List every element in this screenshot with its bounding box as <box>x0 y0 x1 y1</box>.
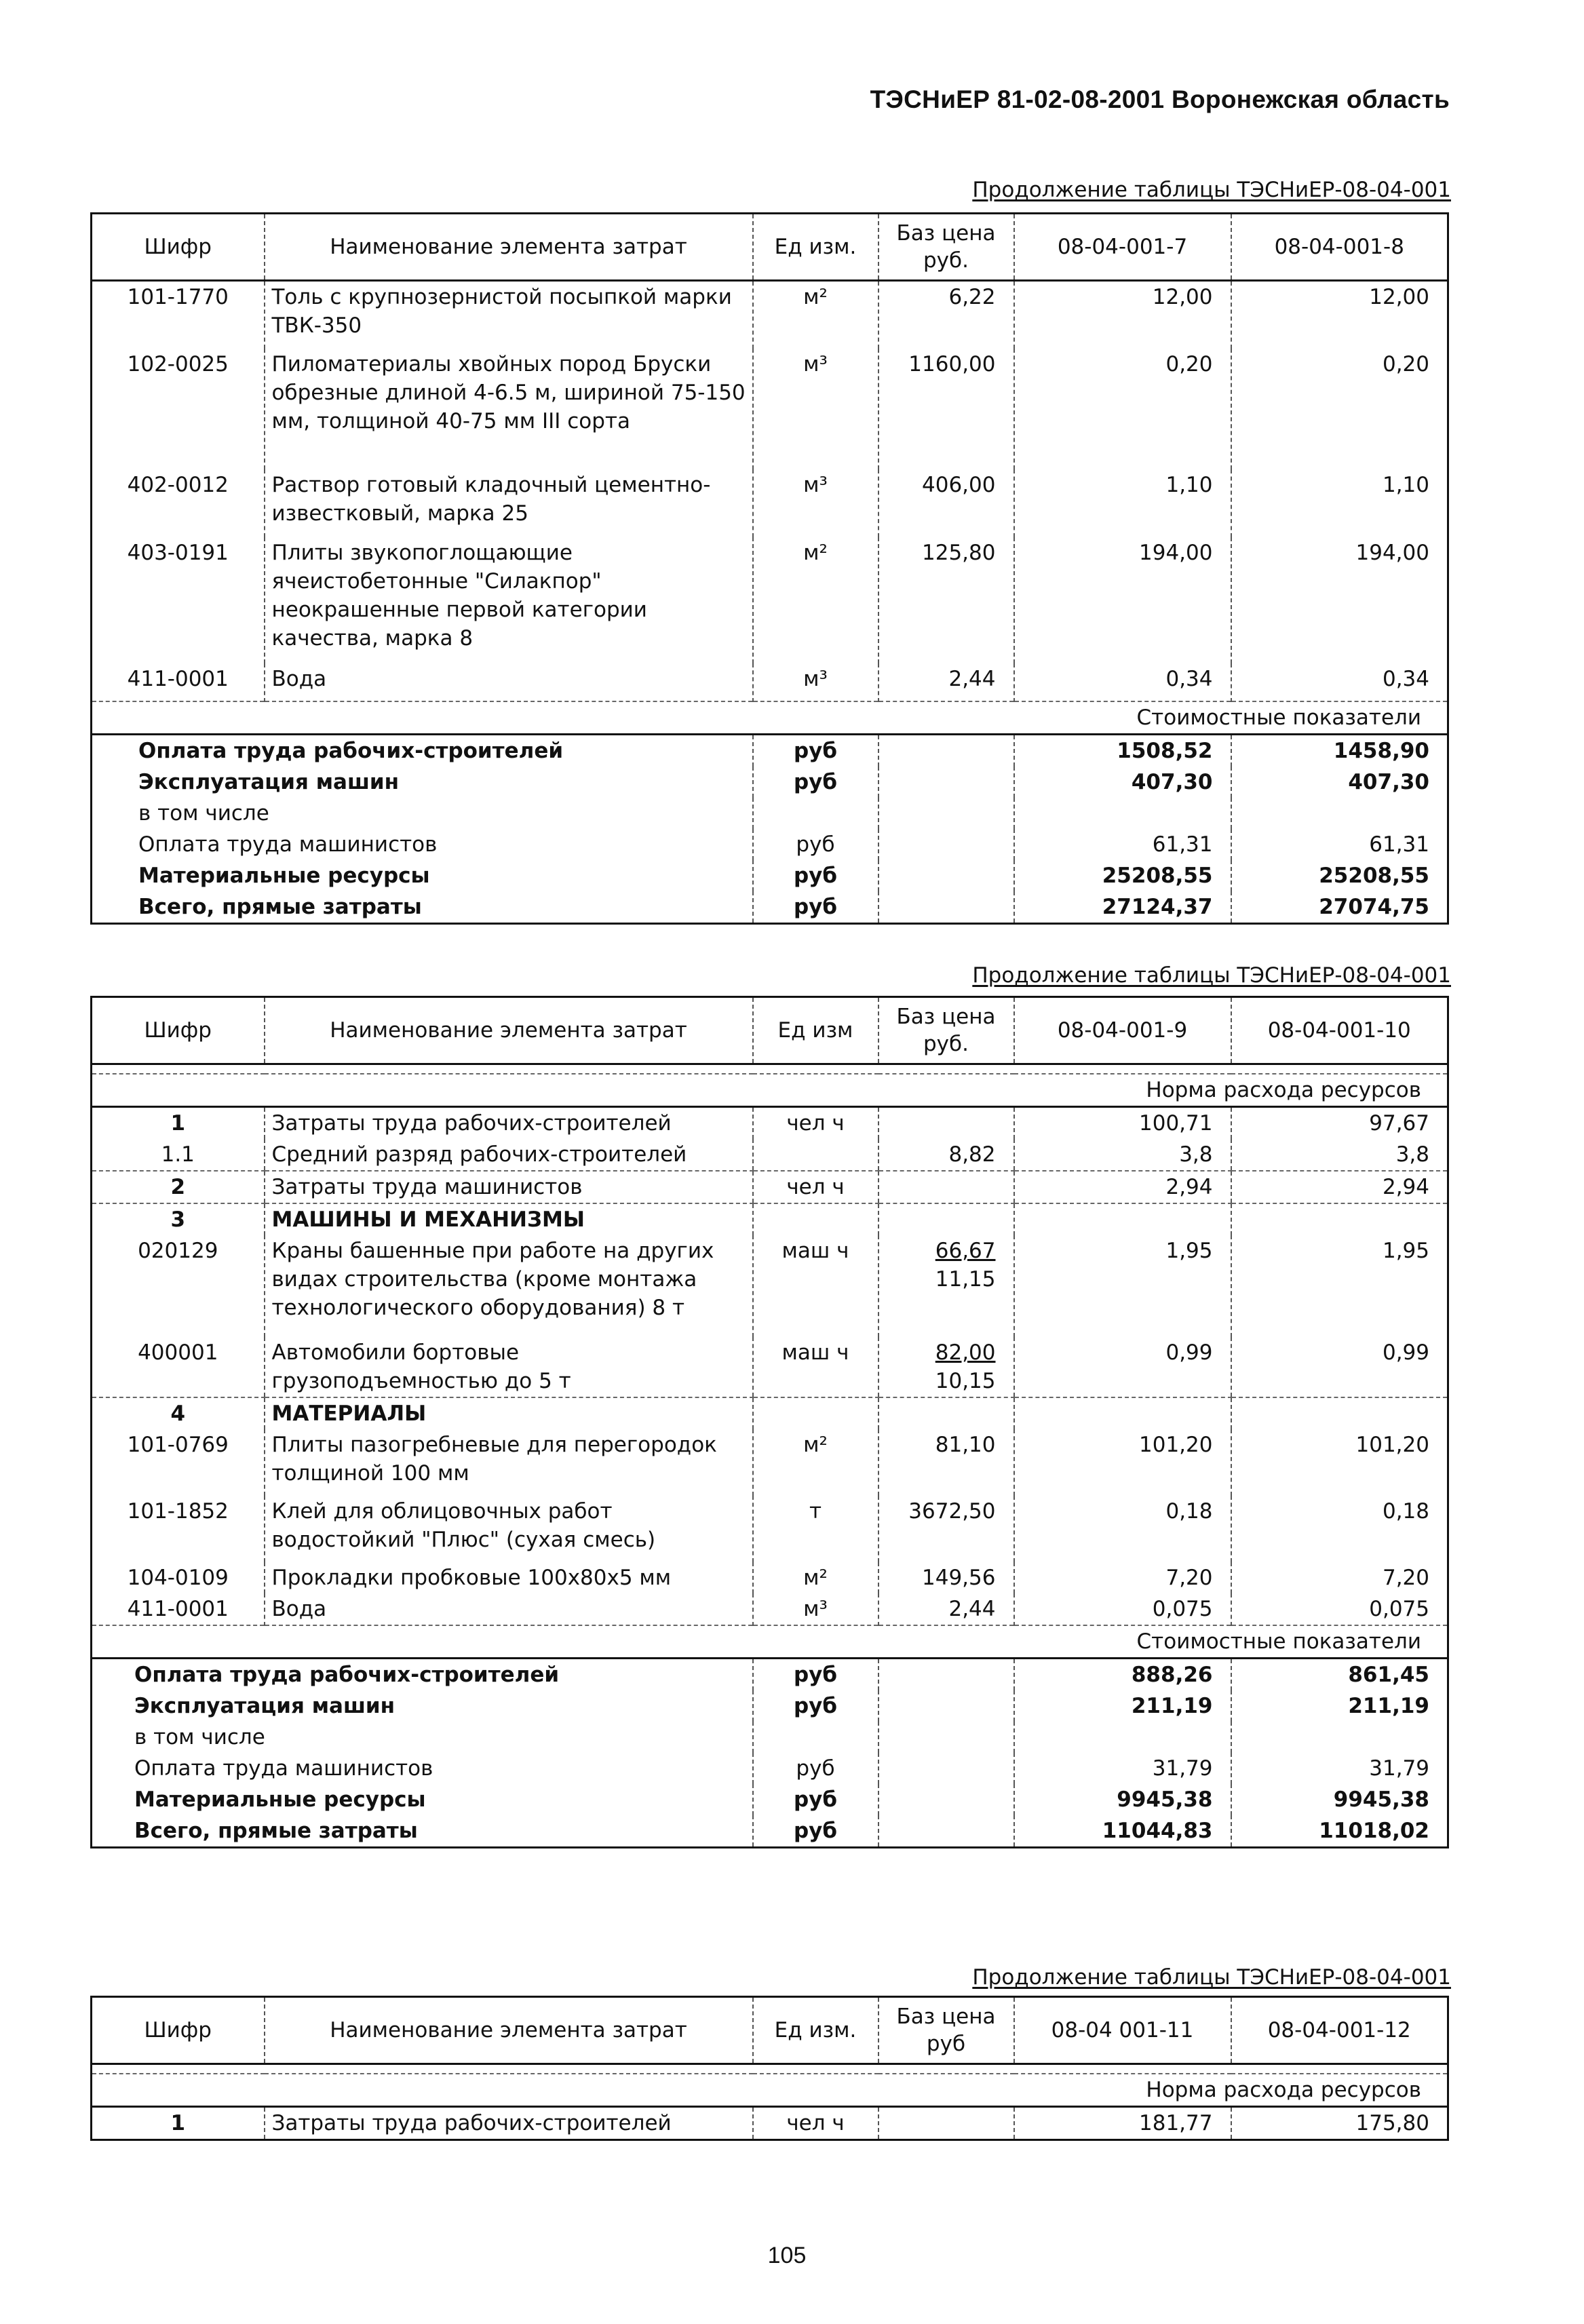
cost-price-empty <box>878 767 1014 798</box>
row-name: Раствор готовый кладочный цементно-известковый, марка 25 <box>265 469 753 537</box>
cost-unit: руб <box>753 891 878 924</box>
row-price <box>878 1107 1014 1140</box>
section-empty <box>1231 1203 1448 1235</box>
header-unit: Ед изм. <box>753 1997 878 2064</box>
section-title: МАШИНЫ И МЕХАНИЗМЫ <box>265 1203 753 1235</box>
row-code: 411-0001 <box>92 1593 265 1625</box>
header-price-line2: руб <box>926 2032 966 2056</box>
row-value-b: 0,18 <box>1231 1496 1448 1562</box>
row-value-a: 1,95 <box>1014 1235 1231 1337</box>
cost-row <box>92 829 1448 860</box>
cost-row <box>92 734 1448 767</box>
row-price: 125,80 <box>878 537 1014 663</box>
row-price: 149,56 <box>878 1562 1014 1593</box>
cost-price-empty <box>878 734 1014 767</box>
cost-row <box>92 1659 1448 1691</box>
cost-name: Оплата труда машинистов <box>92 829 753 860</box>
row-name: Пиломатериалы хвойных пород Бруски обрезные длиной 4-6.5 м, шириной 75-150 мм, толщиной 40-75 мм III сорта <box>265 349 753 469</box>
row-name: Вода <box>265 1593 753 1625</box>
row-value-a: 0,34 <box>1014 663 1231 701</box>
row-name: Толь с крупнозернистой посыпкой марки ТВК-350 <box>265 281 753 349</box>
row-price: 3672,50 <box>878 1496 1014 1562</box>
row-value-b: 0,075 <box>1231 1593 1448 1625</box>
cost-value-a: 9945,38 <box>1014 1784 1231 1815</box>
row-code: 101-1852 <box>92 1496 265 1562</box>
row-unit <box>753 1139 878 1171</box>
cost-row <box>92 798 1448 829</box>
row-value-a: 101,20 <box>1014 1429 1231 1496</box>
header-unit: Ед изм <box>753 997 878 1064</box>
row-value-a: 0,20 <box>1014 349 1231 469</box>
cost-value-b: 31,79 <box>1231 1753 1448 1784</box>
row-value-b: 0,20 <box>1231 349 1448 469</box>
row-value-a: 12,00 <box>1014 281 1231 349</box>
row-code: 2 <box>92 1171 265 1203</box>
cost-value-b: 11018,02 <box>1231 1815 1448 1848</box>
cost-value-b: 25208,55 <box>1231 860 1448 891</box>
row-name: Затраты труда рабочих-строителей <box>265 1107 753 1140</box>
cost-value-b: 1458,90 <box>1231 734 1448 767</box>
table-row <box>92 1429 1448 1496</box>
row-unit: м³ <box>753 1593 878 1625</box>
cost-unit: руб <box>753 1784 878 1815</box>
norm-band-label: Норма расхода ресурсов <box>92 2074 1448 2107</box>
cost-unit: руб <box>753 829 878 860</box>
row-unit: м² <box>753 1562 878 1593</box>
cost-unit: руб <box>753 767 878 798</box>
row-value-b: 7,20 <box>1231 1562 1448 1593</box>
cost-value-a: 61,31 <box>1014 829 1231 860</box>
cost-name: в том числе <box>92 798 753 829</box>
row-unit: чел ч <box>753 1107 878 1140</box>
cost-name: Эксплуатация машин <box>92 1690 753 1722</box>
table-row <box>92 1171 1448 1203</box>
cost-band-label: Стоимостные показатели <box>92 701 1448 735</box>
row-value-b: 97,67 <box>1231 1107 1448 1140</box>
table-row <box>92 1496 1448 1562</box>
row-code: 101-0769 <box>92 1429 265 1496</box>
header-price-line1: Баз цена <box>896 221 996 246</box>
section-code: 4 <box>92 1397 265 1429</box>
section-empty <box>878 1397 1014 1429</box>
section-empty <box>1014 1397 1231 1429</box>
cost-value-a <box>1014 1722 1231 1753</box>
row-price-fraction <box>878 1337 1014 1397</box>
header-col-a: 08-04-001-9 <box>1014 997 1231 1064</box>
cost-unit: руб <box>753 1753 878 1784</box>
cost-price-empty <box>878 1690 1014 1722</box>
table-header-row <box>92 214 1448 281</box>
row-price: 2,44 <box>878 1593 1014 1625</box>
cost-value-b: 27074,75 <box>1231 891 1448 924</box>
table-header-row <box>92 997 1448 1064</box>
row-code: 1 <box>92 1107 265 1140</box>
row-unit: чел ч <box>753 1171 878 1203</box>
cost-unit: руб <box>753 734 878 767</box>
row-name: Вода <box>265 663 753 701</box>
cost-value-a <box>1014 798 1231 829</box>
header-price-line1: Баз цена <box>896 1005 996 1029</box>
cost-value-b: 407,30 <box>1231 767 1448 798</box>
row-code: 402-0012 <box>92 469 265 537</box>
row-price: 8,82 <box>878 1139 1014 1171</box>
header-price <box>878 997 1014 1064</box>
header-price-line2: руб. <box>923 1032 969 1056</box>
row-name: Затраты труда рабочих-строителей <box>265 2107 753 2140</box>
cost-name: Оплата труда рабочих-строителей <box>92 734 753 767</box>
cost-price-empty <box>878 891 1014 924</box>
row-code: 411-0001 <box>92 663 265 701</box>
row-value-a: 0,99 <box>1014 1337 1231 1397</box>
cost-name: Всего, прямые затраты <box>92 1815 753 1848</box>
section-empty <box>1231 1397 1448 1429</box>
cost-value-a: 888,26 <box>1014 1659 1231 1691</box>
row-value-a: 2,94 <box>1014 1171 1231 1203</box>
spacer-cell <box>92 2064 1448 2074</box>
row-price: 406,00 <box>878 469 1014 537</box>
cost-unit: руб <box>753 1815 878 1848</box>
resource-table-3 <box>90 1996 1449 2141</box>
row-unit: м² <box>753 537 878 663</box>
header-code: Шифр <box>92 997 265 1064</box>
table-continuation-caption: Продолжение таблицы ТЭСНиЕР-08-04-001 <box>972 1965 1451 1990</box>
header-col-a: 08-04 001-11 <box>1014 1997 1231 2064</box>
cost-value-b <box>1231 1722 1448 1753</box>
row-code: 020129 <box>92 1235 265 1337</box>
cost-name: Оплата труда рабочих-строителей <box>92 1659 753 1691</box>
row-code: 400001 <box>92 1337 265 1397</box>
header-unit: Ед изм. <box>753 214 878 281</box>
cost-name: Эксплуатация машин <box>92 767 753 798</box>
cost-price-empty <box>878 1753 1014 1784</box>
cost-value-a: 1508,52 <box>1014 734 1231 767</box>
price-bottom: 10,15 <box>935 1369 996 1393</box>
table-row <box>92 537 1448 663</box>
row-value-a: 1,10 <box>1014 469 1231 537</box>
header-col-b: 08-04-001-12 <box>1231 1997 1448 2064</box>
spacer-row <box>92 2064 1448 2074</box>
row-code: 1 <box>92 2107 265 2140</box>
cost-row <box>92 891 1448 924</box>
norm-band-label: Норма расхода ресурсов <box>92 1074 1448 1107</box>
cost-price-empty <box>878 829 1014 860</box>
row-value-b: 3,8 <box>1231 1139 1448 1171</box>
cost-row <box>92 860 1448 891</box>
cost-band-row <box>92 1625 1448 1659</box>
row-code: 102-0025 <box>92 349 265 469</box>
cost-name: в том числе <box>92 1722 753 1753</box>
table-row <box>92 1107 1448 1140</box>
table-row <box>92 2107 1448 2140</box>
row-price: 81,10 <box>878 1429 1014 1496</box>
header-code: Шифр <box>92 214 265 281</box>
cost-price-empty <box>878 1722 1014 1753</box>
section-empty <box>878 1203 1014 1235</box>
table-row <box>92 663 1448 701</box>
row-value-b: 194,00 <box>1231 537 1448 663</box>
row-code: 1.1 <box>92 1139 265 1171</box>
row-code: 101-1770 <box>92 281 265 349</box>
cost-price-empty <box>878 860 1014 891</box>
row-unit: м³ <box>753 469 878 537</box>
cost-row <box>92 1815 1448 1848</box>
row-value-b: 2,94 <box>1231 1171 1448 1203</box>
cost-unit <box>753 1722 878 1753</box>
header-code: Шифр <box>92 1997 265 2064</box>
table-continuation-caption: Продолжение таблицы ТЭСНиЕР-08-04-001 <box>972 178 1451 202</box>
row-price <box>878 1171 1014 1203</box>
spacer-cell <box>92 1064 1448 1074</box>
spacer-row <box>92 1064 1448 1074</box>
row-value-b: 1,95 <box>1231 1235 1448 1337</box>
table-row <box>92 349 1448 469</box>
cost-row <box>92 1690 1448 1722</box>
header-name: Наименование элемента затрат <box>265 214 753 281</box>
cost-value-a: 11044,83 <box>1014 1815 1231 1848</box>
section-title: МАТЕРИАЛЫ <box>265 1397 753 1429</box>
section-row <box>92 1397 1448 1429</box>
cost-value-b: 9945,38 <box>1231 1784 1448 1815</box>
row-name: Клей для облицовочных работ водостойкий "Плюс" (сухая смесь) <box>265 1496 753 1562</box>
cost-row <box>92 1722 1448 1753</box>
header-price-line1: Баз цена <box>896 2005 996 2029</box>
cost-value-b <box>1231 798 1448 829</box>
row-name: Затраты труда машинистов <box>265 1171 753 1203</box>
cost-value-b: 861,45 <box>1231 1659 1448 1691</box>
row-name: Краны башенные при работе на других видах строительства (кроме монтажа технологического оборудования) 8 т <box>265 1235 753 1337</box>
table-row <box>92 1593 1448 1625</box>
table-continuation-caption: Продолжение таблицы ТЭСНиЕР-08-04-001 <box>972 963 1451 988</box>
row-price: 6,22 <box>878 281 1014 349</box>
row-value-b: 175,80 <box>1231 2107 1448 2140</box>
row-unit: чел ч <box>753 2107 878 2140</box>
cost-row <box>92 1784 1448 1815</box>
row-price-fraction <box>878 1235 1014 1337</box>
table-row <box>92 1235 1448 1337</box>
cost-value-a: 407,30 <box>1014 767 1231 798</box>
row-value-b: 0,34 <box>1231 663 1448 701</box>
cost-price-empty <box>878 1659 1014 1691</box>
cost-name: Материальные ресурсы <box>92 860 753 891</box>
cost-value-b: 61,31 <box>1231 829 1448 860</box>
cost-value-a: 25208,55 <box>1014 860 1231 891</box>
row-unit: м³ <box>753 349 878 469</box>
header-name: Наименование элемента затрат <box>265 997 753 1064</box>
header-price <box>878 1997 1014 2064</box>
row-value-a: 100,71 <box>1014 1107 1231 1140</box>
row-value-a: 0,075 <box>1014 1593 1231 1625</box>
row-value-b: 101,20 <box>1231 1429 1448 1496</box>
row-value-b: 1,10 <box>1231 469 1448 537</box>
norm-band-row <box>92 2074 1448 2107</box>
row-name: Средний разряд рабочих-строителей <box>265 1139 753 1171</box>
section-empty <box>753 1397 878 1429</box>
row-unit: т <box>753 1496 878 1562</box>
table-row <box>92 281 1448 349</box>
resource-table-2 <box>90 996 1449 1848</box>
cost-band-row <box>92 701 1448 735</box>
table-row <box>92 469 1448 537</box>
table-header-row <box>92 1997 1448 2064</box>
table-row <box>92 1139 1448 1171</box>
section-empty <box>753 1203 878 1235</box>
cost-value-a: 27124,37 <box>1014 891 1231 924</box>
row-price: 2,44 <box>878 663 1014 701</box>
row-value-b: 0,99 <box>1231 1337 1448 1397</box>
header-name: Наименование элемента затрат <box>265 1997 753 2064</box>
row-unit: м² <box>753 1429 878 1496</box>
row-name: Прокладки пробковые 100х80х5 мм <box>265 1562 753 1593</box>
cost-value-a: 211,19 <box>1014 1690 1231 1722</box>
price-top: 82,00 <box>935 1340 996 1365</box>
cost-name: Оплата труда машинистов <box>92 1753 753 1784</box>
norm-band-row <box>92 1074 1448 1107</box>
header-col-b: 08-04-001-8 <box>1231 214 1448 281</box>
cost-name: Материальные ресурсы <box>92 1784 753 1815</box>
row-name: Плиты пазогребневые для перегородок толщиной 100 мм <box>265 1429 753 1496</box>
row-name: Плиты звукопоглощающие ячеистобетонные "Силакпор" неокрашенные первой категории качества, марка 8 <box>265 537 753 663</box>
cost-value-b: 211,19 <box>1231 1690 1448 1722</box>
row-price <box>878 2107 1014 2140</box>
row-value-a: 3,8 <box>1014 1139 1231 1171</box>
resource-table-1 <box>90 212 1449 925</box>
row-value-a: 181,77 <box>1014 2107 1231 2140</box>
row-value-a: 194,00 <box>1014 537 1231 663</box>
table-row <box>92 1562 1448 1593</box>
row-value-a: 7,20 <box>1014 1562 1231 1593</box>
cost-name: Всего, прямые затраты <box>92 891 753 924</box>
row-code: 403-0191 <box>92 537 265 663</box>
cost-row <box>92 1753 1448 1784</box>
table-row <box>92 1337 1448 1397</box>
row-unit: маш ч <box>753 1337 878 1397</box>
cost-price-empty <box>878 1784 1014 1815</box>
header-col-b: 08-04-001-10 <box>1231 997 1448 1064</box>
row-value-b: 12,00 <box>1231 281 1448 349</box>
cost-price-empty <box>878 1815 1014 1848</box>
page-title: ТЭСНиЕР 81-02-08-2001 Воронежская область <box>870 85 1450 113</box>
row-name: Автомобили бортовые грузоподъемностью до 5 т <box>265 1337 753 1397</box>
row-unit: м² <box>753 281 878 349</box>
section-code: 3 <box>92 1203 265 1235</box>
page-number: 105 <box>767 2243 807 2268</box>
row-value-a: 0,18 <box>1014 1496 1231 1562</box>
cost-row <box>92 767 1448 798</box>
cost-unit: руб <box>753 860 878 891</box>
price-bottom: 11,15 <box>935 1267 996 1292</box>
row-unit: маш ч <box>753 1235 878 1337</box>
cost-band-label: Стоимостные показатели <box>92 1625 1448 1659</box>
header-price-line2: руб. <box>923 248 969 273</box>
section-row <box>92 1203 1448 1235</box>
cost-price-empty <box>878 798 1014 829</box>
cost-unit: руб <box>753 1690 878 1722</box>
price-top: 66,67 <box>935 1239 996 1263</box>
header-price <box>878 214 1014 281</box>
cost-unit <box>753 798 878 829</box>
header-col-a: 08-04-001-7 <box>1014 214 1231 281</box>
row-price: 1160,00 <box>878 349 1014 469</box>
section-empty <box>1014 1203 1231 1235</box>
cost-value-a: 31,79 <box>1014 1753 1231 1784</box>
cost-unit: руб <box>753 1659 878 1691</box>
row-code: 104-0109 <box>92 1562 265 1593</box>
row-unit: м³ <box>753 663 878 701</box>
